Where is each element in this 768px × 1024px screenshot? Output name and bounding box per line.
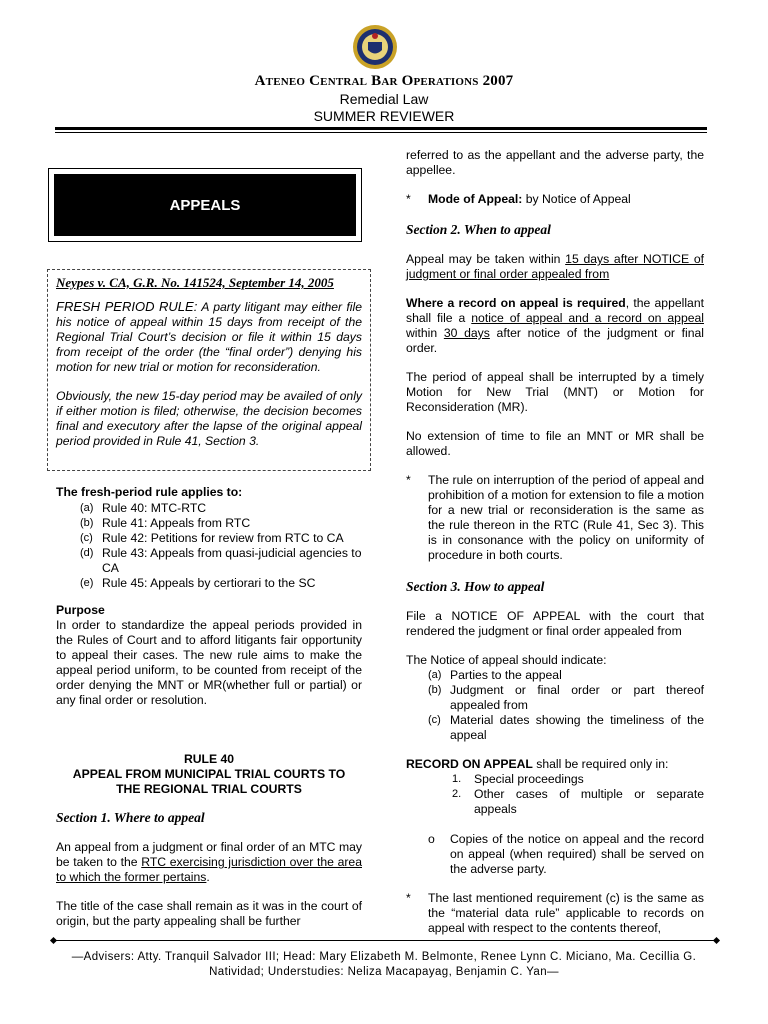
section2-p2-underlined1: notice of appeal and a record on appeal (471, 311, 704, 325)
purpose-section (56, 603, 362, 708)
footer-diamond-right (713, 937, 720, 944)
list-marker: (b) (428, 684, 442, 696)
right-column-top (406, 148, 704, 207)
footer-rule (55, 940, 717, 941)
list-item-text: Rule 43: Appeals from quasi-judicial agencies to CA (102, 546, 362, 575)
section2-p2-underlined2: 30 days (443, 326, 490, 340)
list-marker: (c) (428, 714, 441, 726)
record-text: shall be required only in: (532, 757, 669, 771)
star-marker: * (406, 473, 411, 487)
last-note (406, 891, 704, 936)
record-bold: RECORD ON APPEAL (406, 757, 533, 771)
section3-p1: File a NOTICE OF APPEAL with the court that rendered the judgment or final order appealed from (406, 609, 704, 638)
section1-heading: Section 1. Where to appeal (56, 810, 205, 825)
rule40-title-line1: APPEAL FROM MUNICIPAL TRIAL COURTS TO (72, 767, 346, 781)
list-item (80, 501, 362, 516)
section2-p2-text-b: within (406, 326, 444, 340)
rule40-title-line2: THE REGIONAL TRIAL COURTS (116, 782, 302, 796)
section2-note (406, 473, 704, 563)
mode-text: by Notice of Appeal (522, 192, 631, 206)
mode-of-appeal (406, 192, 704, 207)
list-marker: 1. (452, 773, 462, 785)
list-item (452, 772, 704, 787)
section2-p2-text-c: after notice of the judgment or final order. (406, 326, 705, 355)
section2-p1 (406, 252, 704, 282)
continued-text: referred to as the appellant and the adverse party, the appellee. (406, 148, 704, 177)
rule40-heading (56, 752, 362, 797)
applies-heading: The fresh-period rule applies to: (56, 485, 243, 499)
footer-line1: —Advisers: Atty. Tranquil Salvador III; Head: Mary Elizabeth M. Belmonte, Renee Lynn C. Miciano, Ma. Cecillia G. (71, 951, 697, 963)
section2-p2-bold: Where a record on appeal is required (406, 296, 626, 310)
section1-p1-text: An appeal from a judgment or final order of an MTC may be taken to the (56, 840, 362, 869)
applies-list (80, 501, 362, 591)
appeals-title-box (48, 168, 362, 242)
section1-paragraph2: The title of the case shall remain as it was in the court of origin, but the party appealing shall be further (56, 899, 362, 928)
section2-heading: Section 2. When to appeal (406, 222, 551, 237)
list-item (80, 576, 362, 591)
obviously-paragraph: Obviously, the new 15-day period may be availed of only if either motion is filed; otherwise, the decision becomes final and executory after the lapse of the original appeal period provided in Rule 41, Section 3. (56, 389, 362, 448)
list-item-text: Parties to the appeal (450, 668, 562, 682)
list-item-text: Rule 40: MTC-RTC (102, 501, 207, 515)
header-title: Ateneo Central Bar Operations 2007 (254, 73, 514, 89)
list-item (452, 787, 704, 817)
fresh-period-label: FRESH PERIOD RULE: (56, 299, 198, 314)
fresh-period-text: A party litigant may either file his notice of appeal within 15 days from receipt of the Regional Trial Court’s decision or file it within 15 days from receipt of the order (the “final order”) denying his motion for new trial or motion for reconsideration. (56, 300, 362, 374)
notice-intro: The Notice of appeal should indicate: (406, 653, 607, 667)
star-marker: * (406, 891, 411, 905)
section2-p2 (406, 296, 704, 356)
list-item (428, 683, 704, 713)
footer-credits (0, 950, 768, 980)
list-marker: (b) (80, 517, 94, 529)
list-item-text: Rule 41: Appeals from RTC (102, 516, 251, 530)
header-reviewer: SUMMER REVIEWER (313, 108, 455, 124)
section1-p1-end: . (206, 870, 210, 884)
section2-body (406, 252, 704, 563)
list-item-text: Judgment or final order or part thereof appealed from (450, 683, 704, 712)
record-list (452, 772, 704, 817)
section2-p2-text-a: , the appellant shall file a (406, 296, 705, 325)
list-item-text: Rule 42: Petitions for review from RTC to CA (102, 531, 344, 545)
section3-heading: Section 3. How to appeal (406, 579, 545, 594)
mode-label: Mode of Appeal: (428, 192, 523, 206)
applies-section (56, 485, 362, 591)
neypes-content (56, 275, 362, 449)
section1-p1-underlined: RTC exercising jurisdiction over the area to which the former pertains (56, 855, 362, 884)
record-paragraph (406, 757, 704, 772)
list-item (80, 546, 362, 576)
section2-p4: No extension of time to file an MNT or MR shall be allowed. (406, 429, 704, 458)
footer-line2: Natividad; Understudies: Neliza Macapayag, Benjamin C. Yan— (209, 966, 559, 978)
last-note-text: The last mentioned requirement (c) is the same as the “material data rule” applicable to records on appeal with respect to the contents thereof, (428, 891, 704, 935)
header-rule-thin (55, 132, 707, 133)
fresh-period-paragraph (56, 299, 362, 375)
list-item-text: Rule 45: Appeals by certiorari to the SC (102, 576, 316, 590)
list-marker: (a) (80, 502, 94, 514)
section2-p1-text: Appeal may be taken within (406, 252, 566, 266)
university-seal-icon (352, 24, 398, 70)
list-marker: (c) (80, 532, 93, 544)
list-item (80, 516, 362, 531)
list-marker: (a) (428, 669, 442, 681)
list-marker: 2. (452, 788, 462, 800)
circle-marker: o (428, 832, 435, 846)
list-marker: (d) (80, 547, 94, 559)
list-item (428, 668, 704, 683)
header-rule (55, 127, 707, 130)
star-marker: * (406, 192, 411, 206)
section1-paragraph1 (56, 840, 362, 885)
list-item-text: Other cases of multiple or separate appeals (474, 787, 704, 816)
list-item-text: Material dates showing the timeliness of the appeal (450, 713, 704, 742)
rule40-number: RULE 40 (183, 752, 235, 766)
header-subject: Remedial Law (339, 91, 429, 107)
notice-list (428, 668, 704, 743)
purpose-heading: Purpose (56, 603, 105, 617)
section2-p3: The period of appeal shall be interrupted by a timely Motion for New Trial (MNT) or Motion for Reconsideration (MR). (406, 370, 704, 414)
section2-p1-underlined: 15 days after NOTICE of judgment or final order appealed from (406, 252, 704, 281)
purpose-text: In order to standardize the appeal periods provided in the Rules of Court and to afford litigants fair opportunity to appeal their cases. The new rule aims to make the appeal period uniform, to be counted from receipt of the order denying the MNT or MR(whether full or partial) or any final order or resolution. (56, 618, 362, 707)
neypes-citation: Neypes v. CA, G.R. No. 141524, September 14, 2005 (56, 275, 334, 290)
section3-body (406, 609, 704, 936)
section2-note-text: The rule on interruption of the period of appeal and prohibition of a motion for extension to file a motion for a new trial or reconsideration is the same as the rule thereon in the RTC (Rule 41, Sec 3). This is in consonance with the policy on uniformity of procedure in both courts. (428, 473, 704, 562)
section1-body (56, 840, 362, 929)
list-item (428, 713, 704, 743)
list-marker: (e) (80, 577, 94, 589)
copies-note (428, 832, 704, 877)
appeals-title: APPEALS (54, 174, 356, 236)
list-item-text: Special proceedings (474, 772, 584, 786)
copies-text: Copies of the notice on appeal and the record on appeal (when required) shall be served on the adverse party. (450, 832, 704, 876)
list-item (80, 531, 362, 546)
